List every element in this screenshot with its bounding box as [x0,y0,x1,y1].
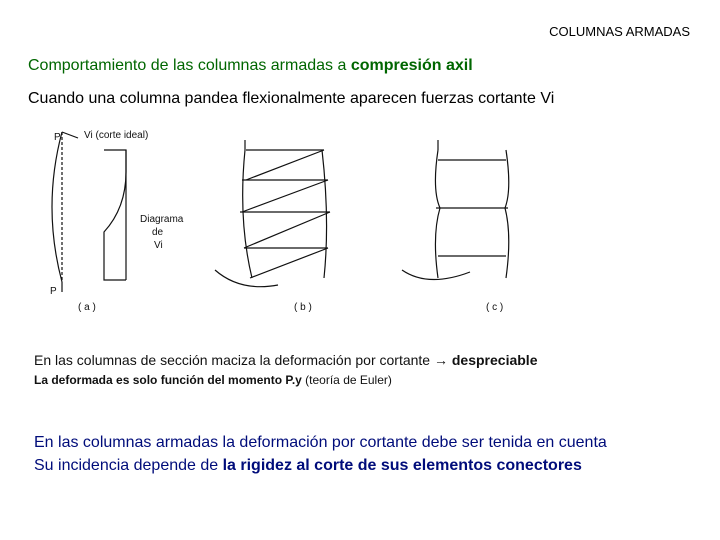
lacing-4 [250,248,328,278]
shear-arrow-top [62,132,78,138]
solid-columns-text: En las columnas de sección maciza la deformación por cortante [34,352,431,368]
batten-chord-left [435,150,440,278]
shear-diagram-vi [104,150,126,280]
buckling-figure [40,120,560,330]
deflected-column-curve [52,132,62,282]
label-p-bottom: P [50,286,57,297]
slide-heading [28,57,473,75]
base-curve-c [402,270,470,280]
slide-header-title: COLUMNAS ARMADAS [549,24,690,39]
caption-c: ( c ) [486,302,504,313]
arrow-icon: → [433,352,448,368]
euler-bold: La deformada es solo función del momento P.y [34,373,302,387]
figure-a [52,132,126,292]
label-diagram-2: de [152,227,164,238]
lacing-1 [246,150,324,180]
paragraph-incidence [34,457,582,475]
paragraph-solid-columns [34,352,537,368]
base-curve-b [215,270,278,287]
heading-bold: compresión axil [350,57,473,74]
label-diagram-1: Diagrama [140,214,184,225]
caption-a: ( a ) [78,302,96,313]
figure-b [215,140,330,287]
label-diagram-3: Vi [154,240,163,251]
caption-b: ( b ) [294,302,312,313]
label-vi-ideal: Vi (corte ideal) [84,130,149,141]
chord-left [243,150,252,278]
heading-text: Comportamiento de las columnas armadas a [28,57,351,74]
figure-svg [40,120,560,330]
figure-c [402,140,509,280]
incidence-text: Su incidencia depende de [34,457,223,474]
paragraph-built-up-columns: En las columnas armadas la deformación por cortante debe ser tenida en cuenta [34,434,607,451]
batten-chord-right [505,150,509,278]
slide-subheading: Cuando una columna pandea flexionalmente aparecen fuerzas cortante Vi [28,90,555,107]
lacing-3 [244,212,330,248]
euler-note: (teoría de Euler) [301,373,392,387]
lacing-2 [242,180,328,212]
paragraph-euler [34,373,392,387]
label-p-top: P [54,132,61,143]
solid-columns-conclusion: despreciable [451,352,538,368]
incidence-bold: la rigidez al corte de sus elementos conectores [222,457,582,474]
